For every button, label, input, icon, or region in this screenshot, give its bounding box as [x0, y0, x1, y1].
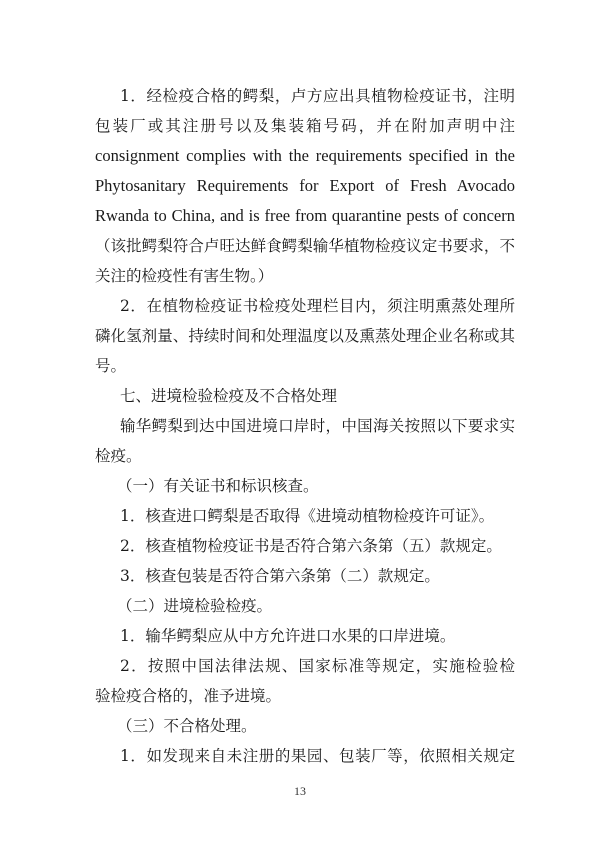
paragraph-line: 1．输华鳄梨应从中方允许进口水果的口岸进境。 — [120, 627, 456, 645]
section-heading: 七、进境检验检疫及不合格处理 — [120, 387, 338, 405]
paragraph-line: 1．核查进口鳄梨是否取得《进境动植物检疫许可证》。 — [120, 507, 495, 525]
paragraph-line: Phytosanitary Requirements for Export of Fresh Avocado — [95, 176, 515, 195]
paragraph-line: 包装厂或其注册号以及集装箱号码，并在附加声明中注 — [95, 117, 515, 135]
paragraph-line: 2．核查植物检疫证书是否符合第六条第（五）款规定。 — [120, 537, 502, 555]
subsection-heading: （一）有关证书和标识核查。 — [117, 477, 319, 495]
subsection-heading: （二）进境检验检疫。 — [117, 597, 273, 615]
paragraph-line: 关注的检疫性有害生物。） — [95, 267, 274, 285]
paragraph-line: Rwanda to China, and is free from quarantine pests of concern — [95, 206, 515, 225]
paragraph-line: 检疫。 — [95, 447, 142, 465]
paragraph-line: 2．在植物检疫证书检疫处理栏目内，须注明熏蒸处理所 — [120, 297, 515, 315]
paragraph-line: consignment complies with the requirements specified in the — [95, 146, 515, 165]
paragraph-line: （该批鳄梨符合卢旺达鲜食鳄梨输华植物检疫议定书要求，不 — [95, 237, 515, 255]
paragraph-line: 输华鳄梨到达中国进境口岸时，中国海关按照以下要求实 — [120, 417, 515, 435]
paragraph-line: 验检疫合格的，准予进境。 — [95, 687, 282, 705]
paragraph-line: 2．按照中国法律法规、国家标准等规定，实施检验检 — [120, 657, 515, 675]
paragraph-line: 1．如发现来自未注册的果园、包装厂等，依照相关规定 — [120, 747, 515, 765]
page-number: 13 — [294, 784, 306, 798]
paragraph-line: 3．核查包装是否符合第六条第（二）款规定。 — [120, 567, 440, 585]
paragraph-line: 号。 — [95, 357, 127, 375]
paragraph-line: 1．经检疫合格的鳄梨，卢方应出具植物检疫证书，注明 — [120, 87, 515, 105]
paragraph-line: 磷化氢剂量、持续时间和处理温度以及熏蒸处理企业名称或其 — [95, 327, 515, 345]
subsection-heading: （三）不合格处理。 — [117, 717, 257, 735]
